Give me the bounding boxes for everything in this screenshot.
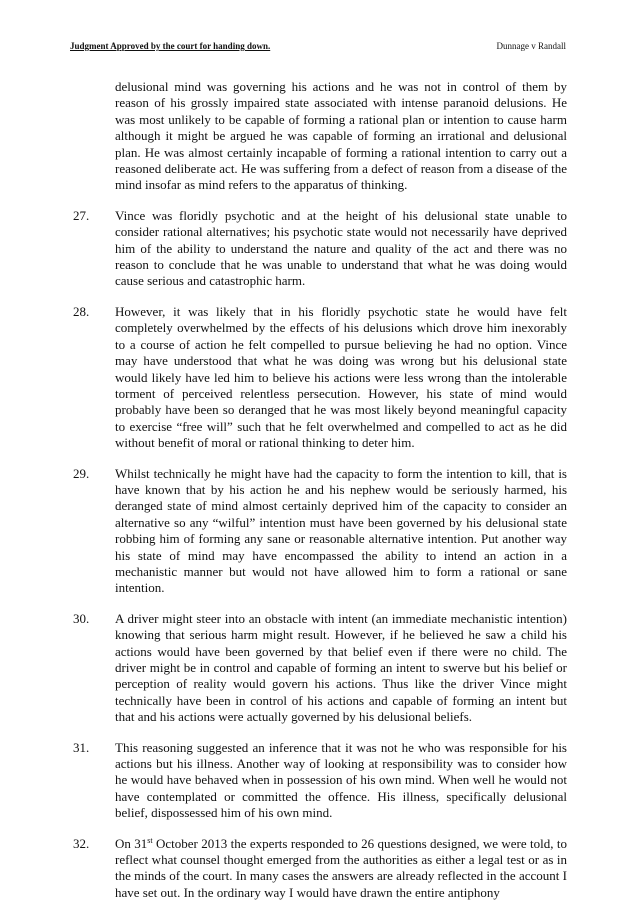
paragraph-text-start: On 31	[115, 835, 148, 851]
paragraph-32	[73, 836, 567, 902]
paragraph-29	[73, 466, 567, 597]
paragraph-number: 27.	[73, 207, 90, 223]
paragraph-text: Whilst technically he might have had the capacity to form the intention to kill, that is have known that by his action he and his nephew would be seriously harmed, his deranged state of mind almost certainly deprived him of the capacity to consider an alternative so any “wilful” intention must have been governed by his delusional state robbing him of forming any sane or reasonable alternative intention. Put another way his state of mind may have encompassed the ability to intend an action in a mechanistic manner but would not have allowed him to form a rational or sane intention.	[115, 465, 567, 596]
paragraph-28	[73, 304, 567, 452]
header-right-text: Dunnage v Randall	[496, 41, 566, 51]
paragraph-text: This reasoning suggested an inference that it was not he who was responsible for his actions but his illness. Another way of looking at responsibility was to consider how he would have behaved when in possession of his own mind. When well he would not have contemplated or committed the offence. His illness, specifically delusional belief, dispossessed him of his own mind.	[115, 739, 567, 821]
paragraph-number: 31.	[73, 739, 90, 755]
document-body	[73, 79, 567, 915]
paragraph-27	[73, 208, 567, 290]
paragraph-text	[115, 836, 567, 902]
paragraph-text: A driver might steer into an obstacle with intent (an immediate mechanistic intention) knowing that serious harm might result. However, if he believed he saw a child his actions would have been governed by that belief even if there were no child. The driver might be in control and capable of forming an intent to swerve but his belief or perception of reality would govern his actions. Thus like the driver Vince might technically have been in control of his actions and capable of forming an intent but that and his actions were actually governed by his delusional beliefs.	[115, 610, 567, 725]
paragraph-number: 29.	[73, 465, 90, 481]
paragraph-number: 30.	[73, 610, 90, 626]
paragraph-text: However, it was likely that in his floridly psychotic state he would have felt completely overwhelmed by the effects of his delusions which drove him inexorably to a course of action he felt compelled to pursue believing he had no option. Vince may have understood that what he was doing was wrong but his delusional state would likely have led him to believe his actions were less wrong than the intolerable torment of perceived relentless persecution. However, his state of mind would probably have been so deranged that he was most likely beyond meaningful capacity to exercise “free will” such that he felt overwhelmed and compelled to act as he did without benefit of moral or rational thinking to deter him.	[115, 303, 567, 451]
paragraph-31	[73, 740, 567, 822]
continuation-paragraph: delusional mind was governing his actions and he was not in control of them by reason of his grossly impaired state associated with intense paranoid delusions. He was most unlikely to be capable of forming a rational plan or intention to cause harm although it might be argued he was capable of forming an irrational and delusional plan. He was almost certainly incapable of forming a rational intention to carry out a reasoned deliberate act. He was suffering from a defect of reason from a disease of the mind insofar as mind refers to the apparatus of thinking.	[115, 79, 567, 193]
paragraph-text: Vince was floridly psychotic and at the height of his delusional state unable to consider rational alternatives; his psychotic state would not necessarily have deprived him of the ability to understand the nature and quality of the act and there was no reason to conclude that he was unable to understand that what he was doing would cause serious and catastrophic harm.	[115, 207, 567, 289]
paragraph-30	[73, 611, 567, 726]
header-left-text: Judgment Approved by the court for handing down.	[70, 41, 271, 51]
ordinal-superscript: st	[147, 835, 153, 845]
paragraph-number: 32.	[73, 835, 90, 851]
paragraph-number: 28.	[73, 303, 90, 319]
paragraph-text-rest: October 2013 the experts responded to 26 questions designed, we were told, to reflect what counsel thought emerged from the authorities as either a legal test or as in the minds of the court. In many cases the answers are already reflected in the account I have set out. In the ordinary way I would have drawn the entire antiphony	[115, 835, 568, 900]
